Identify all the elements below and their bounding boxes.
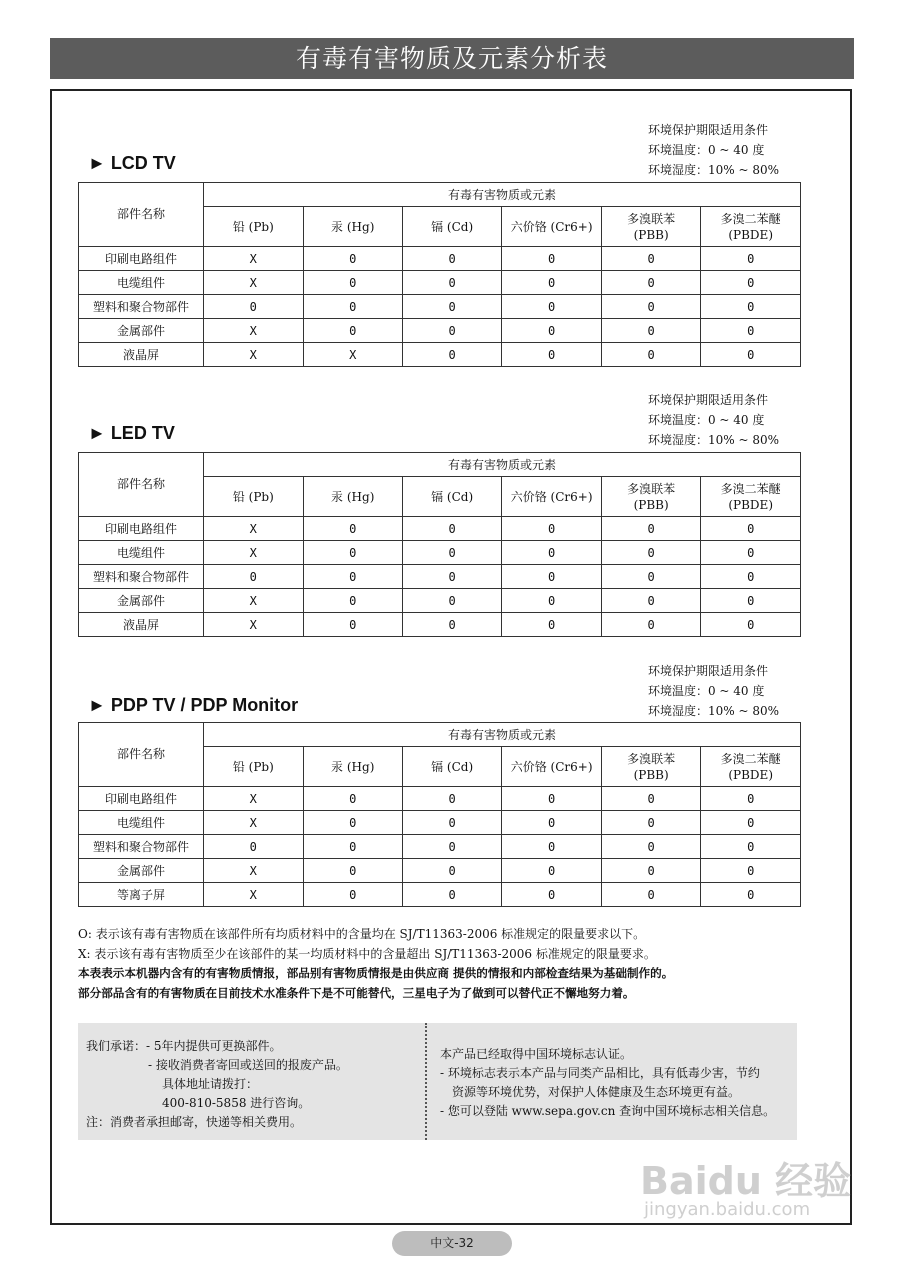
header-substance-group: 有毒有害物质或元素: [204, 723, 801, 747]
dotted-divider: [425, 1023, 427, 1140]
row-value: 0: [402, 883, 501, 907]
condition-line3: 环境湿度：10% ~ 80%: [647, 163, 779, 177]
table-row: [79, 811, 801, 835]
header-col-4: 多溴联苯 (PBB): [601, 747, 700, 787]
row-value: 0: [701, 859, 801, 883]
row-value: 0: [204, 295, 303, 319]
table-row: [79, 565, 801, 589]
row-part-name: 金属部件: [79, 859, 204, 883]
promise-text: [86, 1037, 416, 1132]
row-value: 0: [402, 319, 501, 343]
header-col-3: 六价铬 (Cr6+): [502, 477, 602, 517]
row-value: X: [204, 589, 303, 613]
row-part-name: 液晶屏: [79, 613, 204, 637]
row-value: 0: [701, 835, 801, 859]
table-row: [79, 517, 801, 541]
table-row: [79, 883, 801, 907]
row-value: X: [204, 541, 303, 565]
header-substance-group: 有毒有害物质或元素: [204, 453, 801, 477]
header-col-0: 铅 (Pb): [204, 207, 303, 247]
row-value: 0: [601, 811, 700, 835]
row-value: 0: [502, 541, 602, 565]
row-value: 0: [204, 565, 303, 589]
header-col-0: 铅 (Pb): [204, 477, 303, 517]
notes: [78, 925, 818, 1003]
table-row: [79, 613, 801, 637]
row-value: 0: [601, 541, 700, 565]
eco-label-text: [440, 1045, 790, 1121]
header-col-1: 汞 (Hg): [303, 207, 402, 247]
table-row: [79, 343, 801, 367]
row-part-name: 金属部件: [79, 319, 204, 343]
row-value: 0: [303, 613, 402, 637]
header-col-1: 汞 (Hg): [303, 747, 402, 787]
table-row: [79, 247, 801, 271]
row-value: 0: [204, 835, 303, 859]
row-value: X: [204, 811, 303, 835]
row-value: 0: [402, 565, 501, 589]
row-value: 0: [502, 883, 602, 907]
table-row: [79, 859, 801, 883]
row-value: 0: [303, 787, 402, 811]
section-title: ► PDP TV / PDP Monitor: [88, 695, 299, 715]
row-value: 0: [303, 883, 402, 907]
row-value: 0: [701, 295, 801, 319]
row-part-name: 塑料和聚合物部件: [79, 565, 204, 589]
row-value: 0: [502, 295, 602, 319]
row-value: 0: [601, 883, 700, 907]
row-value: 0: [701, 787, 801, 811]
row-value: 0: [701, 613, 801, 637]
row-value: 0: [502, 319, 602, 343]
row-value: X: [204, 883, 303, 907]
row-value: 0: [303, 271, 402, 295]
header-col-0: 铅 (Pb): [204, 747, 303, 787]
row-value: 0: [502, 565, 602, 589]
table-row: [79, 541, 801, 565]
promise-line-2: - 接收消费者寄回或送回的报废产品。: [148, 1058, 348, 1072]
condition-line1: 环境保护期限适用条件: [647, 664, 768, 678]
header-col-1: 汞 (Hg): [303, 477, 402, 517]
table-row: [79, 589, 801, 613]
row-value: 0: [701, 589, 801, 613]
eco-line-4: - 您可以登陆 www.sepa.gov.cn 查询中国环境标志相关信息。: [440, 1104, 776, 1118]
row-value: 0: [502, 835, 602, 859]
eco-line-1: 本产品已经取得中国环境标志认证。: [440, 1047, 633, 1061]
row-part-name: 液晶屏: [79, 343, 204, 367]
table-row: [79, 787, 801, 811]
table-row: [79, 835, 801, 859]
row-value: 0: [303, 517, 402, 541]
table-row: [79, 319, 801, 343]
header-col-4: 多溴联苯 (PBB): [601, 207, 700, 247]
row-value: 0: [502, 613, 602, 637]
substance-table: [78, 722, 801, 907]
row-value: 0: [502, 271, 602, 295]
row-value: 0: [402, 517, 501, 541]
row-value: 0: [502, 811, 602, 835]
row-value: 0: [502, 589, 602, 613]
row-part-name: 电缆组件: [79, 541, 204, 565]
row-value: 0: [303, 541, 402, 565]
note-x: X: 表示该有毒有害物质至少在该部件的某一均质材料中的含量超出 SJ/T11363-2006 标准规定的限量要求。: [78, 946, 656, 961]
row-value: X: [204, 517, 303, 541]
row-value: X: [204, 787, 303, 811]
condition-line3: 环境湿度：10% ~ 80%: [647, 704, 779, 718]
substance-table: [78, 182, 801, 367]
row-part-name: 印刷电路组件: [79, 247, 204, 271]
row-value: 0: [402, 295, 501, 319]
conditions: [648, 120, 779, 180]
row-value: 0: [303, 859, 402, 883]
page-title: 有毒有害物质及元素分析表: [50, 38, 854, 79]
row-value: 0: [402, 811, 501, 835]
row-value: 0: [601, 589, 700, 613]
header-col-3: 六价铬 (Cr6+): [502, 747, 602, 787]
header-substance-group: 有毒有害物质或元素: [204, 183, 801, 207]
row-value: 0: [402, 835, 501, 859]
condition-line2: 环境温度：0 ~ 40 度: [647, 143, 765, 157]
row-value: 0: [701, 319, 801, 343]
header-col-2: 镉 (Cd): [402, 747, 501, 787]
row-value: 0: [701, 565, 801, 589]
page-number: 中文-32: [392, 1231, 512, 1256]
row-value: 0: [502, 517, 602, 541]
row-value: 0: [303, 589, 402, 613]
row-value: 0: [601, 247, 700, 271]
section-title: ► LCD TV: [88, 153, 176, 173]
header-col-5: 多溴二苯醚 (PBDE): [701, 747, 801, 787]
watermark-url: jingyan.baidu.com: [644, 1199, 811, 1220]
conditions: [648, 661, 779, 721]
row-value: 0: [601, 295, 700, 319]
row-value: 0: [601, 859, 700, 883]
row-value: 0: [701, 811, 801, 835]
row-value: 0: [502, 247, 602, 271]
header-part-name: 部件名称: [79, 453, 204, 517]
row-value: 0: [601, 517, 700, 541]
header-col-2: 镉 (Cd): [402, 207, 501, 247]
row-value: 0: [601, 787, 700, 811]
row-value: 0: [402, 613, 501, 637]
header-col-4: 多溴联苯 (PBB): [601, 477, 700, 517]
row-value: 0: [402, 247, 501, 271]
row-value: X: [204, 859, 303, 883]
condition-line3: 环境湿度：10% ~ 80%: [647, 433, 779, 447]
row-value: 0: [601, 319, 700, 343]
row-value: 0: [402, 343, 501, 367]
eco-line-3: 资源等环境优势，对保护人体健康及生态环境更有益。: [452, 1085, 741, 1099]
row-value: X: [204, 319, 303, 343]
row-value: 0: [303, 565, 402, 589]
row-value: 0: [502, 787, 602, 811]
header-col-5: 多溴二苯醚 (PBDE): [701, 477, 801, 517]
header-part-name: 部件名称: [79, 183, 204, 247]
header-col-5: 多溴二苯醚 (PBDE): [701, 207, 801, 247]
row-value: 0: [402, 271, 501, 295]
watermark: [640, 1150, 880, 1240]
eco-line-2: - 环境标志表示本产品与同类产品相比，具有低毒少害，节约: [440, 1066, 760, 1080]
row-value: 0: [701, 343, 801, 367]
row-value: 0: [701, 517, 801, 541]
table-row: [79, 271, 801, 295]
row-value: 0: [402, 541, 501, 565]
row-value: 0: [701, 271, 801, 295]
promise-box: [78, 1023, 797, 1140]
table-row: [79, 295, 801, 319]
row-value: 0: [402, 589, 501, 613]
row-part-name: 电缆组件: [79, 811, 204, 835]
row-value: X: [303, 343, 402, 367]
promise-line-3: 具体地址请拨打：: [162, 1077, 259, 1091]
row-value: 0: [502, 859, 602, 883]
row-value: 0: [601, 565, 700, 589]
header-col-2: 镉 (Cd): [402, 477, 501, 517]
row-value: 0: [701, 247, 801, 271]
row-value: 0: [303, 247, 402, 271]
row-value: 0: [303, 319, 402, 343]
row-part-name: 印刷电路组件: [79, 787, 204, 811]
conditions: [648, 390, 779, 450]
promise-line-4: 400-810-5858 进行咨询。: [162, 1096, 311, 1110]
row-value: X: [204, 343, 303, 367]
row-value: 0: [601, 343, 700, 367]
row-part-name: 塑料和聚合物部件: [79, 835, 204, 859]
row-value: 0: [601, 271, 700, 295]
row-value: 0: [303, 835, 402, 859]
row-part-name: 金属部件: [79, 589, 204, 613]
row-part-name: 印刷电路组件: [79, 517, 204, 541]
row-value: 0: [601, 835, 700, 859]
row-value: X: [204, 247, 303, 271]
condition-line1: 环境保护期限适用条件: [647, 393, 768, 407]
note-o: O: 表示该有毒有害物质在该部件所有均质材料中的含量均在 SJ/T11363-2006 标准规定的限量要求以下。: [78, 927, 646, 941]
row-value: 0: [303, 295, 402, 319]
condition-line2: 环境温度：0 ~ 40 度: [647, 684, 765, 698]
note-bold-1: 本表表示本机器内含有的有害物质情报，部品别有害物质情报是由供应商 提供的情报和内部检查结果为基础制作的。: [78, 966, 674, 980]
section-title: ► LED TV: [88, 423, 175, 443]
watermark-brand: Baidu 经验: [640, 1159, 852, 1203]
condition-line2: 环境温度：0 ~ 40 度: [647, 413, 765, 427]
row-value: 0: [701, 541, 801, 565]
row-value: 0: [601, 613, 700, 637]
row-part-name: 电缆组件: [79, 271, 204, 295]
header-col-3: 六价铬 (Cr6+): [502, 207, 602, 247]
row-value: X: [204, 613, 303, 637]
row-value: X: [204, 271, 303, 295]
note-bold-2: 部分部品含有的有害物质在目前技术水准条件下是不可能替代，三星电子为了做到可以替代正不懈地努力着。: [78, 985, 635, 1000]
row-part-name: 塑料和聚合物部件: [79, 295, 204, 319]
promise-line-1: 我们承诺：- 5年内提供可更换部件。: [86, 1039, 282, 1053]
row-value: 0: [402, 859, 501, 883]
header-part-name: 部件名称: [79, 723, 204, 787]
row-value: 0: [303, 811, 402, 835]
condition-line1: 环境保护期限适用条件: [647, 123, 768, 137]
row-part-name: 等离子屏: [79, 883, 204, 907]
row-value: 0: [502, 343, 602, 367]
row-value: 0: [402, 787, 501, 811]
promise-line-5: 注：消费者承担邮寄，快递等相关费用。: [86, 1115, 303, 1129]
row-value: 0: [701, 883, 801, 907]
substance-table: [78, 452, 801, 637]
